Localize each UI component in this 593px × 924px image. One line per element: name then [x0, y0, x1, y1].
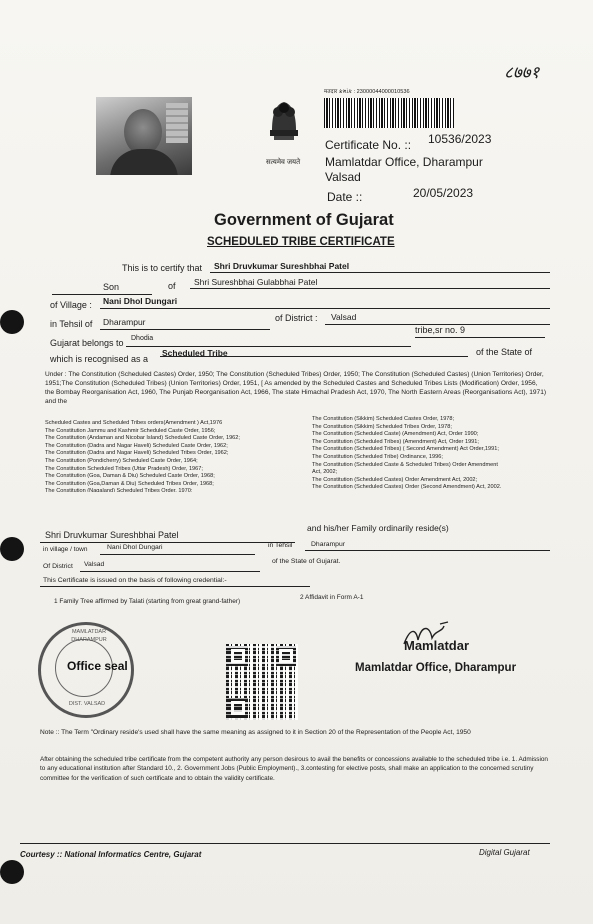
emblem-caption: सत्यमेव जयते — [266, 159, 301, 166]
district-label: of District : — [275, 313, 318, 323]
residence-village-label: in village / town — [43, 546, 88, 553]
residence-village: Nani Dhol Dungari — [107, 544, 163, 551]
recognised-value: Scheduled Tribe — [162, 348, 228, 358]
order-item: The Constitution (Andaman and Nicobar Island) Scheduled Caste Order, 1962; — [45, 435, 240, 442]
tribe-value: Dhodia — [131, 335, 154, 342]
handwritten-number: ८७७१ — [504, 63, 540, 83]
district-value: Valsad — [331, 312, 357, 322]
order-item: The Constitution (Sikkim) Scheduled Castes Order, 1978; — [312, 416, 455, 422]
order-item: The Constitution Jammu and Kashmir Scheduled Caste Order, 1956; — [45, 427, 216, 434]
father-name: Shri Sureshbhai Gulabbhai Patel — [194, 277, 318, 287]
orders-left-column — [45, 420, 295, 492]
residence-state: of the State of Gujarat. — [272, 558, 341, 565]
village-label: of Village : — [50, 300, 92, 310]
of-label: of — [168, 281, 176, 291]
order-item: The Constitution (Nagaland) Scheduled Tribes Order, 1970; — [45, 488, 193, 493]
orders-right-column — [312, 416, 552, 492]
order-item: The Constitution (Goa,Daman & Diu) Scheduled Tribes Order, 1968; — [45, 480, 214, 487]
barcode-label: मतदार ક્રમાંક : 23000044000010536 — [324, 89, 410, 95]
under-paragraph: Under : The Constitution (Scheduled Castes) Order, 1950; The Constitution (Scheduled Tribes) Order, 1950; The Constitution (Scheduled Castes) (Union Territories) Order, 1951;The Constitution (Scheduled Tribes) (Union Territories) Order, 1951, [ As amended by the Scheduled Castes and Scheduled Tribes Lists (Modification) Order, 1956, the Bombay Reorganisation Act, 1960, The Punjab Reorganisation Act, 1966, The state Himachal Pradesh Act, 1970, The North Eastern Areas (Reorganisations Act), 1971) and the — [45, 371, 547, 405]
note-text: Note :: The Term "Ordinary reside's used shall have the same meaning as assigned to it in Section 20 of the Representation of the People Act, 1950 — [40, 729, 471, 736]
order-item: The Constitution (Scheduled Caste & Scheduled Tribes) Order Amendment — [312, 461, 498, 468]
credential-item: 1 Family Tree affirmed by Talati (starting from great grand-father) — [54, 598, 241, 605]
family-text: and his/her Family ordinarily reside(s) — [307, 523, 449, 533]
residence-name: Shri Druvkumar Sureshbhai Patel — [45, 530, 179, 540]
date-value: 20/05/2023 — [413, 186, 474, 200]
barcode — [324, 98, 454, 128]
order-item: The Constitution (Scheduled Tribes) (Amendment) Act, Order 1991; — [312, 438, 479, 445]
certificate-no-label: Certificate No. :: — [325, 138, 412, 152]
order-item: The Constitution (Scheduled Tribe) Ordinance, 1996; — [312, 453, 443, 460]
validity-paragraph: After obtaining the scheduled tribe certificate from the competent authority any person desirous to avail the benefits or concessions available to the scheduled tribe i.e. 1. Admission to any educational institution after Standard 10., 2. Government Jobs (Public Employment)., 3.contesting for elective posts, shall make an application to the concerned scrutiny committee for the verification of such certificate and to obtain the validity certificate. — [40, 756, 548, 782]
credential-underline — [40, 586, 310, 587]
office-seal-icon — [38, 622, 134, 718]
order-item: The Constitution (Dadra and Nagar Haveli) Scheduled Caste Order, 1962; — [45, 442, 228, 449]
qr-code — [226, 644, 298, 720]
order-item: The Constitution (Scheduled Tribes) ( Second Amendment) Act Order,1991; — [312, 446, 499, 453]
certificate-no-value: 10536/2023 — [428, 132, 492, 146]
footer-courtesy: Courtesy :: National Informatics Centre, Gujarat — [20, 850, 202, 859]
applicant-photo — [96, 97, 192, 175]
footer-brand: Digital Gujarat — [479, 848, 530, 857]
seal-ring-text: MAMLATDAR DHARAMPUR — [71, 629, 107, 643]
page-title: Government of Gujarat — [214, 211, 394, 229]
name-underline — [210, 272, 550, 273]
recognised-label: which is recognised as a — [50, 354, 149, 364]
residence-name-underline — [40, 542, 295, 543]
tehsil-value: Dharampur — [103, 317, 146, 327]
seal-bottom-text: DIST. VALSAD — [68, 701, 106, 707]
order-item: Scheduled Castes and Scheduled Tribes orders(Amendment ) Act,1976 — [45, 420, 223, 426]
punch-hole — [0, 860, 24, 884]
signature-title: Mamlatdar — [404, 638, 470, 653]
footer-rule — [20, 843, 550, 844]
order-item: The Constitution (Scheduled Castes) Order (Second Amendment) Act, 2002. — [312, 484, 502, 491]
residence-village-underline — [100, 554, 255, 555]
residence-tehsil-underline — [305, 550, 550, 551]
issuing-district: Valsad — [325, 170, 361, 184]
tribe-underline — [126, 346, 411, 347]
tribe-serial: tribe,sr no. 9 — [415, 325, 466, 335]
punch-hole — [0, 537, 24, 561]
village-value: Nani Dhol Dungari — [103, 296, 178, 306]
state-label: of the State of — [476, 347, 533, 357]
date-label: Date :: — [327, 190, 363, 204]
order-item: The Constitution (Scheduled Caste) (Amendment) Act, Order 1990; — [312, 431, 479, 438]
residence-tehsil: Dharampur — [311, 541, 345, 548]
credential-heading: This Certificate is issued on the basis of following credential:- — [43, 577, 227, 584]
credential-item: 2 Affidavit in Form A-1 — [300, 594, 364, 601]
residence-tehsil-label: in Tehsil — [268, 542, 293, 549]
applicant-name: Shri Druvkumar Sureshbhai Patel — [214, 261, 350, 271]
certify-label: This is to certify that — [122, 263, 203, 273]
tehsil-label: in Tehsil of — [50, 319, 93, 329]
belongs-label: Gujarat belongs to — [50, 338, 124, 348]
village-underline — [100, 308, 550, 309]
national-emblem-icon — [266, 96, 302, 158]
residence-district-label: Of District — [43, 563, 73, 570]
father-underline — [190, 288, 550, 289]
tehsil-underline — [100, 329, 270, 330]
order-item: The Constitution (Scheduled Castes) Order Amendment Act, 2002; — [312, 476, 478, 483]
residence-district: Valsad — [84, 561, 105, 568]
seal-text: Office seal — [67, 659, 128, 673]
relation-underline — [52, 294, 152, 295]
order-item: The Constitution (Pondicherry) Scheduled Caste Order, 1964; — [45, 457, 198, 464]
signature-office: Mamlatdar Office, Dharampur — [355, 662, 517, 674]
order-item: Act, 2002; — [312, 469, 338, 476]
tribe-sr-underline — [415, 337, 545, 338]
order-item: The Constitution Scheduled Tribes (Uttar Pradesh) Order, 1967; — [45, 465, 203, 472]
issuing-office: Mamlatdar Office, Dharampur — [325, 155, 483, 169]
order-item: The Constitution (Goa, Daman & Diu) Scheduled Caste Order, 1968; — [45, 473, 215, 480]
order-item: The Constitution (Sikkim) Scheduled Tribes Order, 1978; — [312, 423, 452, 430]
relation-label: Son — [103, 282, 120, 292]
residence-district-underline — [80, 571, 260, 572]
order-item: The Constitution (Dadra and Nagar Haveli) Scheduled Tribes Order, 1962; — [45, 450, 229, 457]
certificate-subtitle: SCHEDULED TRIBE CERTIFICATE — [207, 236, 395, 248]
punch-hole — [0, 310, 24, 334]
